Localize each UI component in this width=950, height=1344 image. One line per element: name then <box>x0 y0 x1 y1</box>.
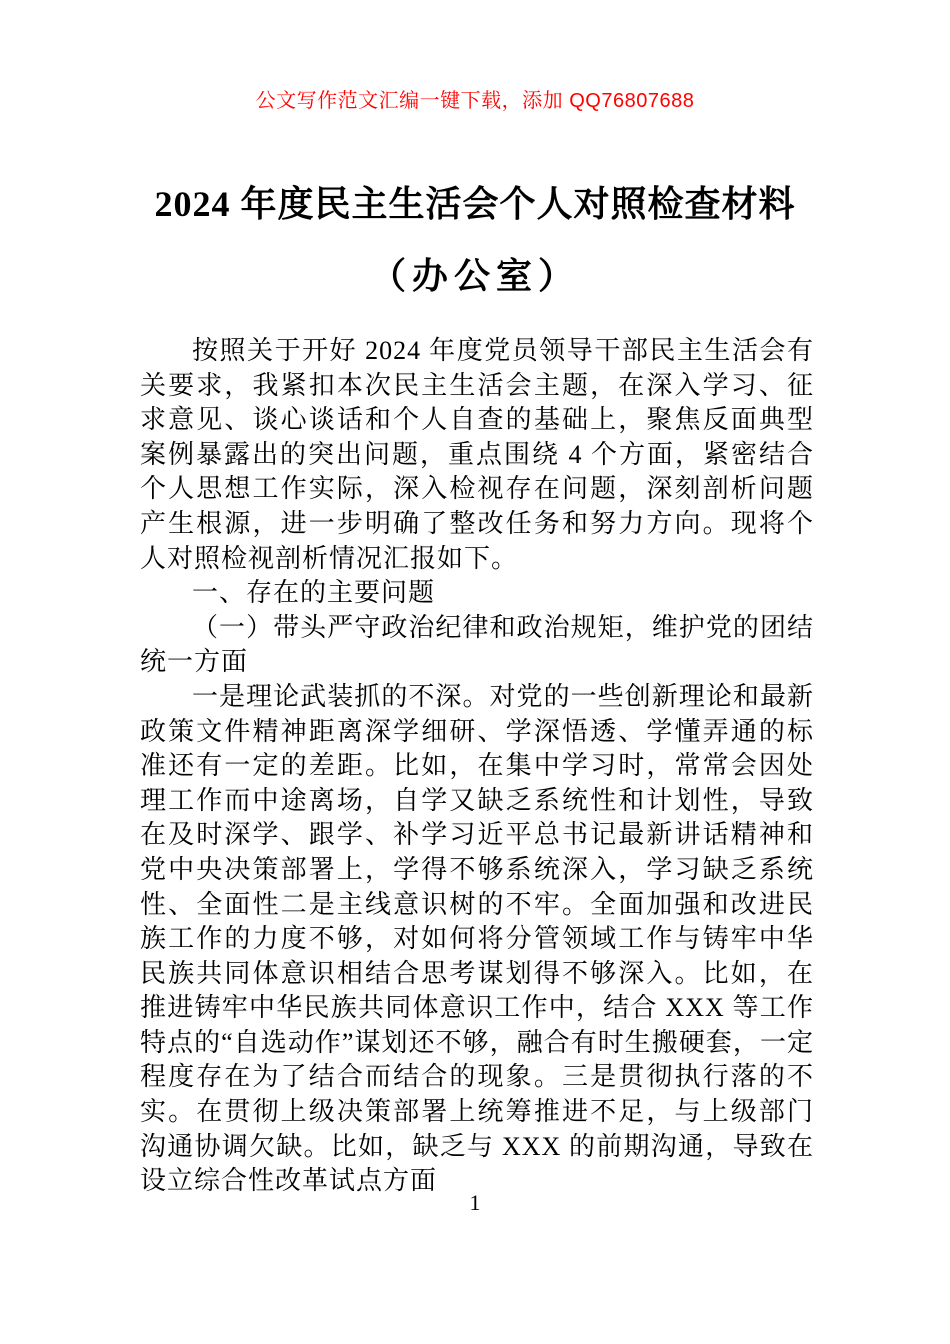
document-title-line2: （办公室） <box>369 256 580 296</box>
paragraph-subsection-heading: （一）带头严守政治纪律和政治规矩，维护党的团结统一方面 <box>140 612 814 677</box>
page-number: 1 <box>469 1190 481 1215</box>
document-title-line1: 2024 年度民主生活会个人对照检查材料 <box>154 184 796 224</box>
paragraph-section-heading: 一、存在的主要问题 <box>192 578 436 608</box>
paragraph-body: 一是理论武装抓的不深。对党的一些创新理论和最新政策文件精神距离深学细研、学深悟透、学懂弄通的标准还有一定的差距。比如，在集中学习时，常常会因处理工作而中途离场，自学又缺乏系统性和计划性，导致在及时深学、跟学、补学习近平总书记最新讲话精神和党中央决策部署上，学得不够系统深入，学习缺乏系统性、全面性二是主线意识树的不牢。全面加强和改进民族工作的力度不够，对如何将分管领域工作与铸牢中华民族共同体意识相结合思考谋划得不够深入。比如，在推进铸牢中华民族共同体意识工作中，结合 XXX 等工作特点的“自选动作”谋划还不够，融合有时生搬硬套，一定程度存在为了结合而结合的现象。三是贯彻执行落的不实。在贯彻上级决策部署上统筹推进不足，与上级部门沟通协调欠缺。比如，缺乏与 XXX 的前期沟通，导致在设立综合性改革试点方面 <box>140 681 814 1196</box>
document-title <box>0 168 950 312</box>
paragraph-intro: 按照关于开好 2024 年度党员领导干部民主生活会有关要求，我紧扣本次民主生活会主题，在深入学习、征求意见、谈心谈话和个人自查的基础上，聚焦反面典型案例暴露出的突出问题，重点围绕 4 个方面，紧密结合个人思想工作实际，深入检视存在问题，深刻剖析问题产生根源，进一步明确了整改任务和努力方向。现将个人对照检视剖析情况汇报如下。 <box>140 336 814 573</box>
document-body <box>140 334 814 1199</box>
header-promo-text: 公文写作范文汇编一键下载，添加 QQ76807688 <box>255 90 695 112</box>
